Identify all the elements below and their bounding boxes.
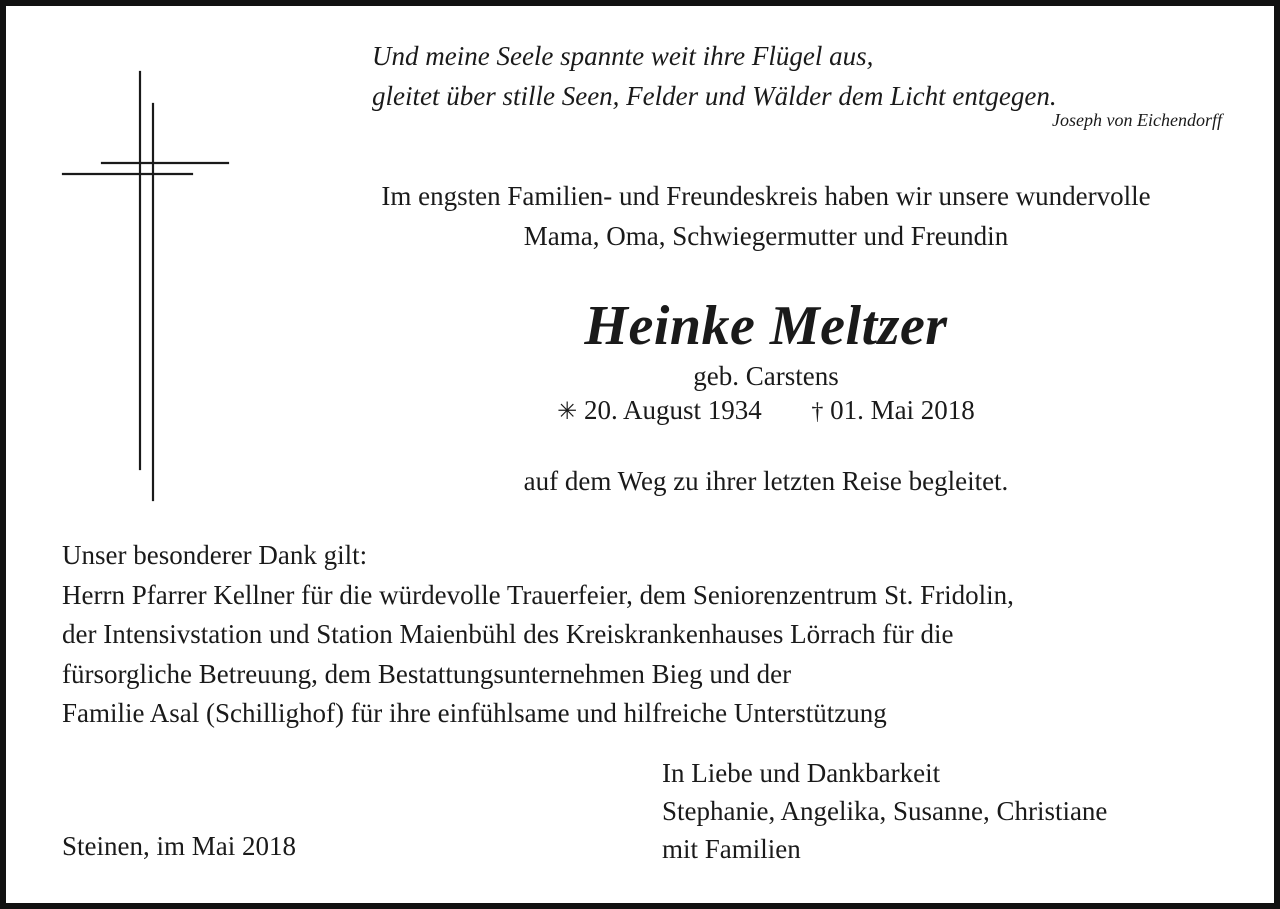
quote-author: Joseph von Eichendorff: [1052, 110, 1222, 130]
thanks-line: Herrn Pfarrer Kellner für die würdevolle Trauerfeier, dem Seniorenzentrum St. Fridolin,: [62, 579, 1014, 610]
intro-line: Mama, Oma, Schwiegermutter und Freundin: [523, 221, 1009, 251]
signoff-line: mit Familien: [662, 834, 801, 864]
intro-line: Im engsten Familien- und Freundeskreis haben wir unsere wundervolle: [381, 181, 1151, 211]
thanks-line: fürsorgliche Betreuung, dem Bestattungsunternehmen Bieg und der: [62, 658, 792, 689]
epigraph-quote: [372, 36, 1057, 116]
cross-icon: [6, 6, 266, 526]
intro-text: [286, 176, 1246, 256]
thanks-section: [62, 536, 1014, 734]
signoff: [662, 754, 1107, 868]
death-cross-icon: †: [811, 399, 824, 425]
life-dates: [366, 395, 1166, 426]
thanks-line: Unser besonderer Dank gilt:: [62, 540, 368, 570]
place-date: Steinen, im Mai 2018: [62, 831, 296, 861]
journey-text: auf dem Weg zu ihrer letzten Reise begleitet.: [523, 466, 1009, 496]
thanks-line: Familie Asal (Schillighof) für ihre einfühlsame und hilfreiche Unterstützung: [62, 698, 887, 728]
thanks-line: der Intensivstation und Station Maienbühl des Kreiskrankenhauses Lörrach für die: [62, 619, 954, 649]
birth-date: 20. August 1934: [584, 395, 762, 425]
signoff-line: In Liebe und Dankbarkeit: [662, 758, 941, 788]
deceased-name: Heinke Meltzer: [584, 295, 948, 357]
signoff-line: Stephanie, Angelika, Susanne, Christiane: [662, 796, 1108, 826]
death-date: 01. Mai 2018: [830, 395, 975, 425]
birth-star-icon: ✳: [557, 399, 578, 425]
quote-line: gleitet über stille Seen, Felder und Wälder dem Licht entgegen.: [372, 81, 1057, 111]
maiden-name: geb. Carstens: [693, 361, 839, 391]
quote-line: Und meine Seele spannte weit ihre Flügel aus,: [372, 41, 874, 71]
